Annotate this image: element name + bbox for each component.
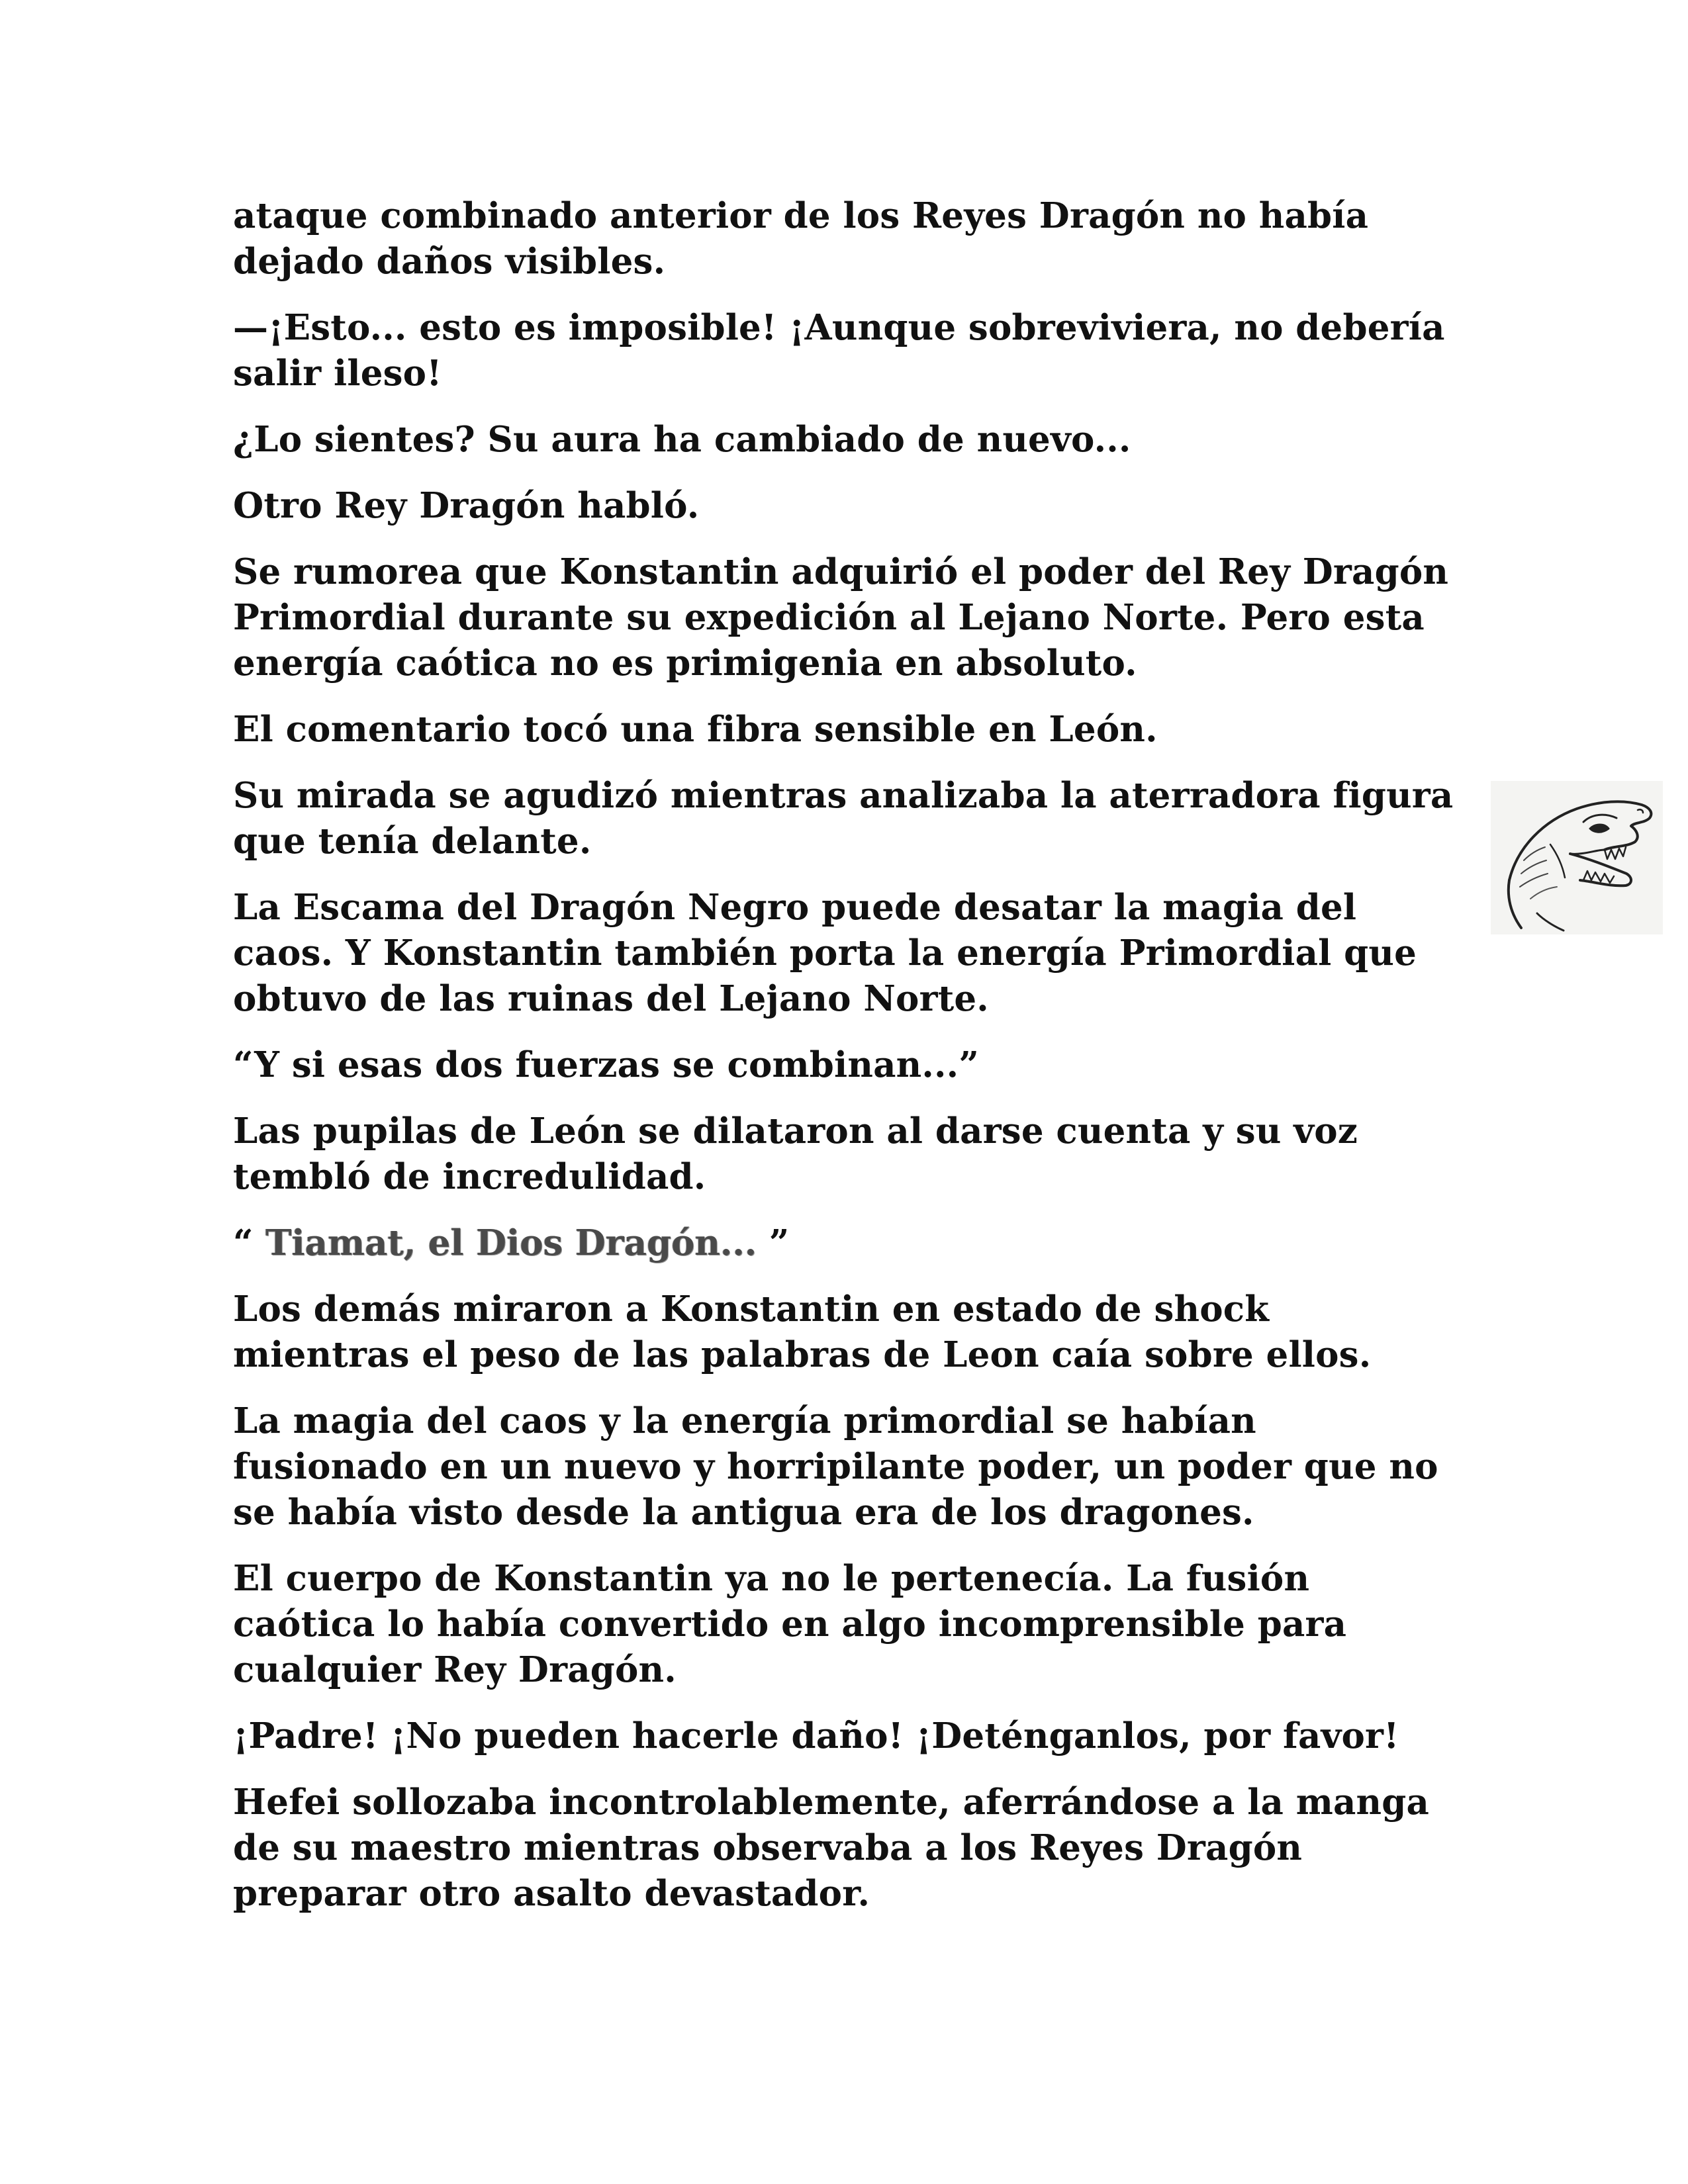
quote-close-mark: ” — [769, 1222, 790, 1263]
paragraph: Las pupilas de León se dilataron al darse cuenta y su voz tembló de incredulidad. — [233, 1111, 1358, 1197]
paragraph: El cuerpo de Konstantin ya no le pertenecía. La fusión caótica lo había convertido en algo incomprensible para cualquier Rey Dragón. — [233, 1558, 1347, 1690]
paragraph: El comentario tocó una fibra sensible en León. — [233, 709, 1158, 750]
paragraph: La magia del caos y la energía primordial se habían fusionado en un nuevo y horripilante poder, un poder que no se había visto desde la antigua era de los dragones. — [233, 1400, 1438, 1533]
paragraph: Hefei sollozaba incontrolablemente, aferrándose a la manga de su maestro mientras observaba a los Reyes Dragón preparar otro asalto devastador. — [233, 1782, 1430, 1914]
paragraph: Su mirada se agudizó mientras analizaba la aterradora figura que tenía delante. — [233, 775, 1454, 862]
tiamat-quote — [233, 1220, 1458, 1266]
paragraph: —¡Esto... esto es imposible! ¡Aunque sobreviviera, no debería salir ileso! — [233, 307, 1445, 394]
paragraph: Otro Rey Dragón habló. — [233, 485, 700, 526]
body-text — [233, 193, 1458, 1937]
paragraph: ataque combinado anterior de los Reyes Dragón no había dejado daños visibles. — [233, 195, 1369, 282]
paragraph: ¡Padre! ¡No pueden hacerle daño! ¡Deténganlos, por favor! — [233, 1715, 1399, 1756]
quote-text: Tiamat, el Dios Dragón... — [265, 1222, 757, 1263]
quote-open-mark: “ — [233, 1222, 254, 1263]
paragraph: Se rumorea que Konstantin adquirió el poder del Rey Dragón Primordial durante su expedición al Lejano Norte. Pero esta energía caótica no es primigenia en absoluto. — [233, 551, 1449, 684]
paragraph: ¿Lo sientes? Su aura ha cambiado de nuevo... — [233, 419, 1131, 460]
dragon-head-sketch-icon — [1491, 781, 1663, 934]
paragraph: “Y si esas dos fuerzas se combinan...” — [233, 1044, 980, 1085]
paragraph: Los demás miraron a Konstantin en estado de shock mientras el peso de las palabras de Leon caía sobre ellos. — [233, 1289, 1372, 1375]
paragraph: La Escama del Dragón Negro puede desatar la magia del caos. Y Konstantin también porta la energía Primordial que obtuvo de las ruinas del Lejano Norte. — [233, 887, 1417, 1019]
